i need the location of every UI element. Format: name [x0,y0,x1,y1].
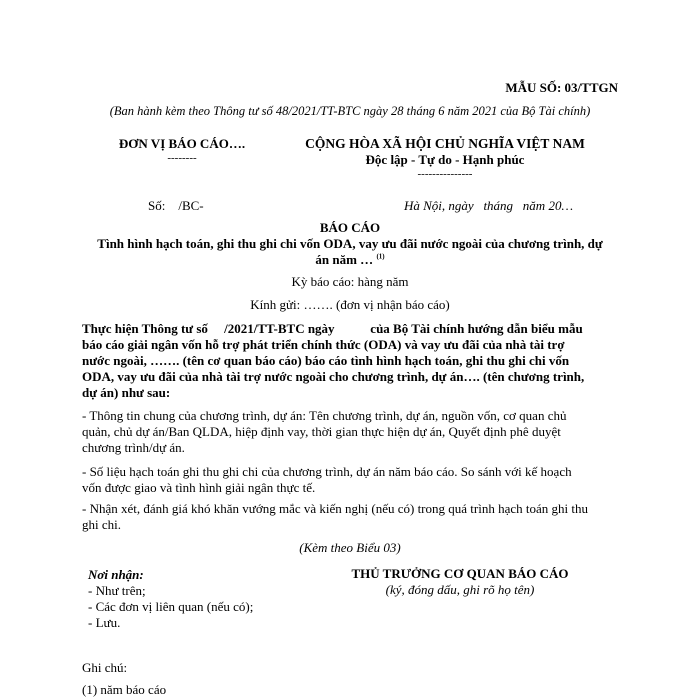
reporting-period: Kỳ báo cáo: hàng năm [291,274,409,289]
intro-line-2: báo cáo giải ngân vốn hỗ trợ phát triển chính thức (ODA) và vay ưu đãi của nhà tài trợ [82,337,565,352]
signature-note: (ký, đóng dấu, ghi rõ họ tên) [385,582,535,597]
report-subtitle-line-1: Tình hình hạch toán, ghi thu ghi chi vốn ODA, vay ưu đãi nước ngoài của chương trình, dự [97,236,603,251]
nation-heading: CỘNG HÒA XÃ HỘI CHỦ NGHĨA VIỆT NAM [305,136,585,151]
recipient-item: - Các đơn vị liên quan (nếu có); [88,599,254,614]
reporting-unit-dashes: -------- [167,152,197,164]
intro-line-4: ODA, vay ưu đãi của nhà tài trợ nước ngoài cho chương trình, dự án…. (tên chương trình, [82,369,585,384]
bullet-2-line-2: vốn được giao và tình hình giải ngân thực tế. [82,480,316,495]
recipient-line: Kính gửi: ……. (đơn vị nhận báo cáo) [250,297,450,312]
notes-heading: Ghi chú: [82,660,128,675]
motto: Độc lập - Tự do - Hạnh phúc [365,152,525,167]
bullet-3-line-2: ghi chi. [82,517,121,532]
intro-line-1: Thực hiện Thông tư số /2021/TT-BTC ngày của Bộ Tài chính hướng dẫn biểu mẫu [82,321,583,336]
reporting-unit: ĐƠN VỊ BÁO CÁO…. [118,136,246,151]
issued-note: (Ban hành kèm theo Thông tư số 48/2021/TT-BTC ngày 28 tháng 6 năm 2021 của Bộ Tài chính) [109,104,591,118]
bullet-1-line-3: chương trình/dự án. [82,440,185,455]
bullet-2-line-1: - Số liệu hạch toán ghi thu ghi chi của chương trình, dự án năm báo cáo. So sánh với kế hoạch [82,464,572,479]
bullet-1-line-1: - Thông tin chung của chương trình, dự án: Tên chương trình, dự án, nguồn vốn, cơ quan chủ [82,408,567,423]
document-number: Số: /BC- [148,198,204,213]
signature-title: THỦ TRƯỞNG CƠ QUAN BÁO CÁO [351,566,569,581]
recipient-item: - Lưu. [88,615,121,630]
date-line: Hà Nội, ngày tháng năm 20… [404,198,573,213]
report-subtitle-line-2: án năm … $^{(1)}$ [315,252,385,267]
attachment-note: (Kèm theo Biểu 03) [299,540,401,555]
recipient-item: - Như trên; [88,583,146,598]
recipients-heading: Nơi nhận: [88,567,144,582]
note-item: (1) năm báo cáo [82,682,167,697]
motto-dashes: --------------- [417,168,473,180]
bullet-1-line-2: quản, chủ dự án/Ban QLDA, hiệp định vay, thời gian thực hiện dự án, Quyết định phê duyệt [82,424,561,439]
bullet-3-line-1: - Nhận xét, đánh giá khó khăn vướng mắc và kiến nghị (nếu có) trong quá trình hạch toán ghi thu [82,501,588,516]
form-code: MẪU SỐ: 03/TTGN [505,80,618,95]
intro-line-3: nước ngoài, ……. (tên cơ quan báo cáo) báo cáo tình hình hạch toán, ghi thu ghi chi vốn [82,353,570,368]
report-title: BÁO CÁO [319,220,381,235]
intro-line-5: dự án) như sau: [82,385,171,400]
